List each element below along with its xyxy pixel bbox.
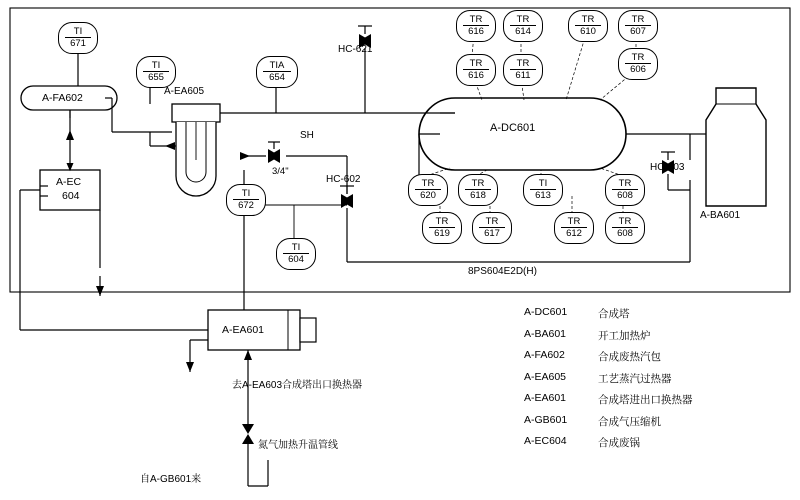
legend-row: [524, 306, 693, 321]
tag-type: TR: [510, 15, 536, 26]
legend-code: A-DC601: [524, 306, 568, 318]
tag-type: TR: [415, 179, 441, 190]
instrument-tag[interactable]: [472, 212, 512, 244]
tag-number: 606: [630, 64, 646, 75]
legend-row: [524, 349, 693, 364]
legend-row: [524, 328, 693, 343]
tag-number: 618: [470, 190, 486, 201]
tag-number: 607: [630, 26, 646, 37]
instrument-tag[interactable]: [256, 56, 298, 88]
tag-type: TI: [233, 189, 259, 200]
instrument-tag[interactable]: [456, 10, 496, 42]
tag-number: 672: [238, 200, 254, 211]
legend-description: 合成塔: [598, 308, 630, 320]
instrument-tag[interactable]: [523, 174, 563, 206]
equipment-label-a-ea601: A-EA601: [222, 324, 265, 336]
legend-description: 合成塔进出口换热器: [598, 394, 693, 406]
label-hc-602: HC-602: [326, 174, 361, 185]
legend-description: 工艺蒸汽过热器: [598, 372, 672, 385]
tag-type: TI: [65, 27, 91, 38]
instrument-tag[interactable]: [605, 174, 645, 206]
label-a-ba601: A-BA601: [700, 210, 741, 221]
legend-row: [524, 435, 693, 450]
tag-type: TI: [530, 179, 556, 190]
tag-number: 617: [484, 228, 500, 239]
tag-type: TR: [479, 217, 505, 228]
instrument-tag[interactable]: [276, 238, 316, 270]
instrument-tag[interactable]: [408, 174, 448, 206]
instrument-tag[interactable]: [554, 212, 594, 244]
legend-description: 合成废热汽包: [598, 351, 661, 363]
tag-number: 671: [70, 38, 86, 49]
instrument-tag[interactable]: [226, 184, 266, 216]
tag-type: TR: [612, 217, 638, 228]
legend-code: A-BA601: [524, 327, 567, 340]
tag-type: TR: [625, 53, 651, 64]
tag-number: 610: [580, 26, 596, 37]
tag-type: TI: [143, 61, 169, 72]
tag-type: TR: [561, 217, 587, 228]
tag-number: 604: [288, 254, 304, 265]
tag-number: 616: [468, 70, 484, 81]
legend-code: A-EA601: [524, 392, 567, 404]
tag-type: TR: [463, 15, 489, 26]
label-a-ea605: A-EA605: [164, 86, 205, 97]
label-outlet-exchanger: 去A-EA603合成塔出口换热器: [232, 380, 363, 391]
tag-number: 616: [468, 26, 484, 37]
instrument-tag[interactable]: [605, 212, 645, 244]
label-drawing-number: 8PS604E2D(H): [468, 266, 537, 277]
label-from-gb601: 自A-GB601来: [140, 474, 202, 485]
tag-number: 620: [420, 190, 436, 201]
tag-type: TR: [510, 59, 536, 70]
tag-type: TR: [463, 59, 489, 70]
instrument-tag[interactable]: [503, 54, 543, 86]
label-hc-621: HC-621: [338, 44, 373, 55]
tag-number: 608: [617, 228, 633, 239]
instrument-tag[interactable]: [58, 22, 98, 54]
vessel-label-a-dc601: A-DC601: [490, 122, 536, 134]
legend-row: [524, 392, 693, 407]
legend-description: 合成废锅: [598, 437, 640, 449]
legend-row: [524, 414, 693, 429]
tag-number: 611: [515, 70, 531, 81]
tag-number: 613: [535, 190, 551, 201]
instrument-tag[interactable]: [618, 48, 658, 80]
instrument-tag[interactable]: [456, 54, 496, 86]
tag-number: 614: [515, 26, 531, 37]
tag-number: 655: [148, 72, 164, 83]
instrument-tag[interactable]: [618, 10, 658, 42]
instrument-tag[interactable]: [136, 56, 176, 88]
equipment-label-a-ec604-line1: A-EC: [56, 176, 82, 188]
tag-number: 619: [434, 228, 450, 239]
label-sh: SH: [300, 130, 314, 141]
equipment-label-a-fa602: A-FA602: [42, 92, 83, 104]
tag-number: 608: [617, 190, 633, 201]
tag-type: TR: [465, 179, 491, 190]
legend-description: 合成气压缩机: [598, 415, 661, 428]
legend-description: 开工加热炉: [598, 329, 651, 342]
tag-type: TIA: [263, 61, 290, 72]
label-hc-603: HC-603: [650, 162, 685, 173]
tag-number: 654: [269, 72, 285, 83]
tag-type: TR: [625, 15, 651, 26]
label-nitrogen-line: 氮气加热升温管线: [258, 440, 338, 451]
equipment-label-a-ec604-line2: 604: [62, 190, 80, 202]
tag-type: TR: [612, 179, 638, 190]
tag-type: TI: [283, 243, 309, 254]
tag-type: TR: [575, 15, 601, 26]
instrument-tag[interactable]: [503, 10, 543, 42]
legend-code: A-GB601: [524, 413, 568, 426]
legend: [524, 306, 693, 457]
legend-code: A-EA605: [524, 370, 567, 383]
tag-type: TR: [429, 217, 455, 228]
instrument-tag[interactable]: [568, 10, 608, 42]
instrument-tag[interactable]: [422, 212, 462, 244]
legend-code: A-FA602: [524, 349, 565, 361]
tag-number: 612: [566, 228, 582, 239]
legend-row: [524, 371, 693, 386]
instrument-tag[interactable]: [458, 174, 498, 206]
legend-code: A-EC604: [524, 435, 567, 447]
label-valve-size: 3/4": [272, 166, 289, 177]
